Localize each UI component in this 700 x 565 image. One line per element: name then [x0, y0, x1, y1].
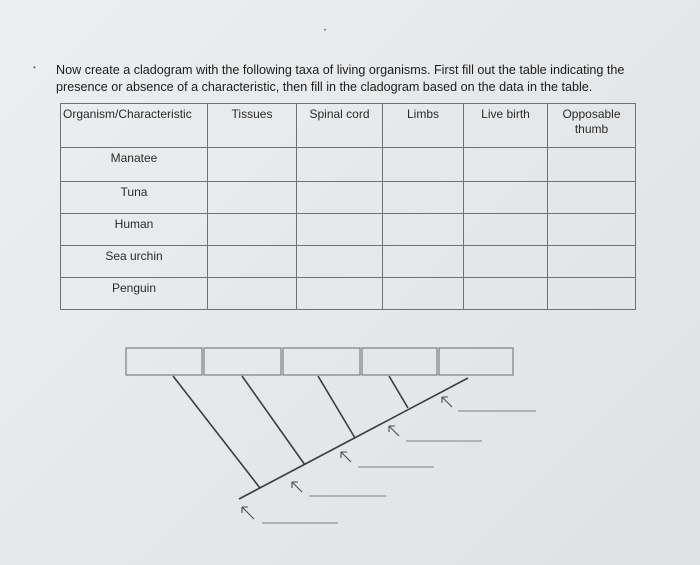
organism-manatee: Manatee [61, 148, 208, 182]
header-tissues: Tissues [208, 104, 297, 148]
header-limbs: Limbs [383, 104, 464, 148]
arrow-1 [242, 507, 254, 519]
taxon-box-3[interactable] [283, 348, 360, 375]
instructions-line-1: Now create a cladogram with the following taxa of living organisms. First fill out the table indicating the [56, 63, 625, 77]
trait-blanks [262, 411, 536, 523]
taxon-box-2[interactable] [204, 348, 281, 375]
branch-2 [242, 376, 305, 465]
taxa-boxes [126, 348, 513, 375]
taxon-box-1[interactable] [126, 348, 202, 375]
arrow-2 [292, 482, 302, 492]
branch-4 [389, 376, 408, 408]
organism-tuna: Tuna [61, 182, 208, 214]
trait-arrows [242, 397, 452, 519]
arrow-5 [442, 397, 452, 407]
cladogram-trunk [239, 378, 468, 499]
organism-penguin: Penguin [61, 278, 208, 310]
header-opposable-thumb: Opposable thumb [548, 104, 636, 148]
instructions-line-2: presence or absence of a characteristic, then fill in the cladogram based on the data in the table. [56, 80, 593, 94]
header-live-birth: Live birth [464, 104, 548, 148]
branch-3 [318, 376, 355, 438]
page-dot: • [324, 28, 327, 34]
taxon-box-4[interactable] [362, 348, 437, 375]
organism-sea-urchin: Sea urchin [61, 246, 208, 278]
organism-human: Human [61, 214, 208, 246]
branch-1 [173, 376, 260, 488]
header-organism-characteristic: Organism/Characteristic [61, 104, 208, 148]
arrow-3 [341, 452, 351, 462]
bullet-mark: • [33, 63, 36, 72]
header-spinal-cord: Spinal cord [297, 104, 383, 148]
arrow-4 [389, 426, 399, 436]
taxon-box-5[interactable] [439, 348, 513, 375]
